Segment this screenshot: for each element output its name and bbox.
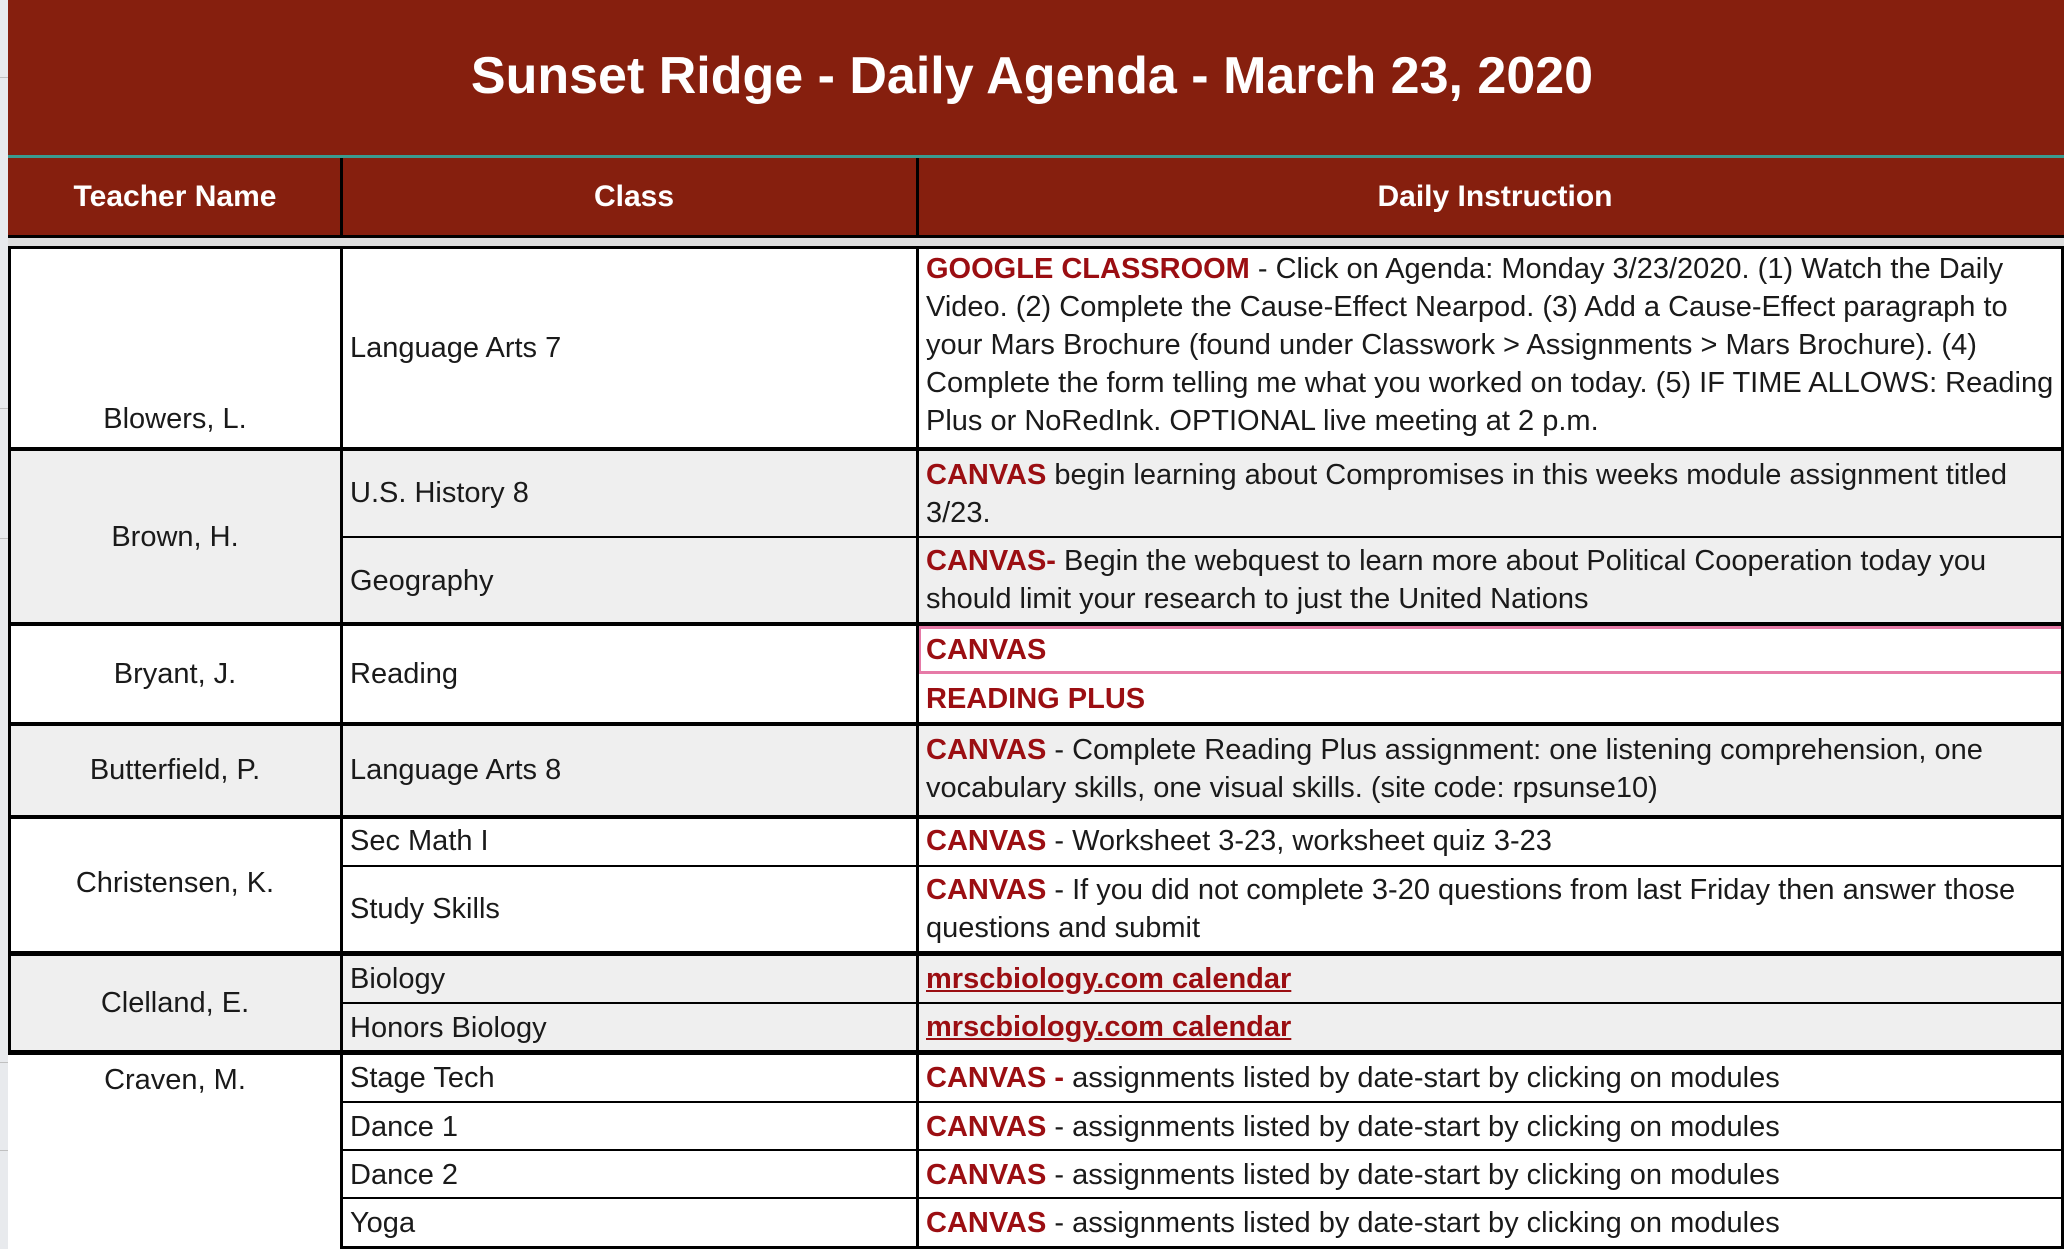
column-header-row xyxy=(8,158,2064,238)
instruction-cell[interactable] xyxy=(918,250,2062,450)
instruction-cell[interactable] xyxy=(918,871,2062,951)
class-label: Reading xyxy=(350,658,459,690)
instruction-cell[interactable] xyxy=(918,680,2062,724)
class-cell[interactable] xyxy=(342,816,918,866)
class-cell[interactable] xyxy=(342,866,918,952)
instruction-text: - assignments listed by date-start by clicking on modules xyxy=(1046,1159,1780,1191)
group-divider xyxy=(8,815,2064,819)
subrow-divider xyxy=(340,1197,2064,1199)
class-label: Biology xyxy=(350,963,446,995)
class-cell[interactable] xyxy=(342,1004,918,1052)
instruction-text: - Worksheet 3-23, worksheet quiz 3-23 xyxy=(1046,825,1552,857)
teacher-cell[interactable]: Butterfield, P. xyxy=(89,754,261,786)
gutter-divider xyxy=(0,1150,8,1151)
teacher-cell[interactable]: Clelland, E. xyxy=(100,987,250,1019)
column-divider xyxy=(340,246,343,1249)
header-class[interactable]: Class xyxy=(593,180,675,213)
class-cell[interactable] xyxy=(342,246,918,450)
class-label: Honors Biology xyxy=(350,1012,547,1044)
subrow-divider xyxy=(340,1149,2064,1151)
class-label: Study Skills xyxy=(350,893,500,925)
platform-tag: CANVAS xyxy=(926,1159,1047,1191)
instruction-text: - If you did not complete 3-20 questions from last Friday then answer those questions and submit xyxy=(926,874,2016,944)
platform-tag: CANVAS - xyxy=(926,1062,1065,1094)
page-title: Sunset Ridge - Daily Agenda - March 23, 2020 xyxy=(470,47,1594,105)
teacher-cell[interactable]: Craven, M. xyxy=(104,1064,246,1096)
instruction-text: - assignments listed by date-start by clicking on modules xyxy=(1046,1207,1780,1239)
instruction-cell[interactable] xyxy=(918,1054,2062,1102)
instruction-cell[interactable] xyxy=(918,1004,2062,1050)
selected-cell-outline xyxy=(918,626,2064,674)
teacher-cell[interactable]: Bryant, J. xyxy=(113,658,237,690)
platform-tag: READING PLUS xyxy=(926,683,1146,715)
header-spacer-row xyxy=(8,238,2064,246)
platform-tag: GOOGLE CLASSROOM xyxy=(926,253,1250,285)
class-cell[interactable] xyxy=(342,624,918,724)
group-divider xyxy=(8,1050,2064,1055)
instruction-cell[interactable] xyxy=(918,456,2062,536)
class-label: Yoga xyxy=(350,1207,416,1239)
platform-tag: CANVAS xyxy=(926,874,1047,906)
instruction-cell[interactable] xyxy=(918,1151,2062,1199)
gutter-divider xyxy=(0,1062,8,1063)
group-divider xyxy=(8,622,2064,626)
platform-tag: CANVAS xyxy=(926,1207,1047,1239)
calendar-link[interactable]: mrscbiology.com calendar xyxy=(926,1011,1292,1043)
header-teacher-name[interactable]: Teacher Name xyxy=(73,180,277,213)
instruction-cell[interactable] xyxy=(918,1103,2062,1151)
class-cell[interactable] xyxy=(342,724,918,816)
group-divider xyxy=(8,951,2064,956)
gutter-divider xyxy=(0,538,8,539)
class-label: U.S. History 8 xyxy=(350,477,529,509)
subrow-divider xyxy=(340,1002,2064,1004)
subrow-divider xyxy=(340,865,2064,867)
gutter-divider xyxy=(0,77,8,78)
instruction-cell[interactable] xyxy=(918,542,2062,622)
class-label: Geography xyxy=(350,565,494,597)
class-cell[interactable] xyxy=(342,955,918,1003)
group-divider xyxy=(8,722,2064,726)
teacher-cell[interactable]: Brown, H. xyxy=(111,521,239,553)
calendar-link[interactable]: mrscbiology.com calendar xyxy=(926,963,1292,995)
instruction-text: Begin the webquest to learn more about Political Cooperation today you should limit your research to just the United Nations xyxy=(926,545,1987,615)
instruction-text: - assignments listed by date-start by clicking on modules xyxy=(1046,1111,1780,1143)
class-label: Dance 1 xyxy=(350,1111,459,1143)
instruction-cell[interactable] xyxy=(918,1199,2062,1247)
class-cell[interactable] xyxy=(342,538,918,624)
instruction-cell[interactable] xyxy=(918,731,2062,815)
subrow-divider xyxy=(340,536,2064,538)
platform-tag: CANVAS xyxy=(926,825,1047,857)
class-cell[interactable] xyxy=(342,1054,918,1102)
class-cell[interactable] xyxy=(342,1199,918,1247)
platform-tag: CANVAS xyxy=(926,734,1047,766)
instruction-cell[interactable] xyxy=(918,816,2062,866)
class-label: Stage Tech xyxy=(350,1062,495,1094)
instruction-text: begin learning about Compromises in this weeks module assignment titled 3/23. xyxy=(926,459,2008,529)
instruction-text: - Complete Reading Plus assignment: one listening comprehension, one vocabulary skills, one visual skills. (site code: rpsunse10) xyxy=(926,734,1983,804)
platform-tag: CANVAS xyxy=(926,634,1047,666)
class-cell[interactable] xyxy=(342,450,918,536)
platform-tag: CANVAS xyxy=(926,459,1047,491)
header-daily-instruction[interactable]: Daily Instruction xyxy=(1377,180,1613,213)
teacher-cell[interactable]: Blowers, L. xyxy=(103,403,247,435)
header-divider xyxy=(340,158,343,238)
instruction-cell[interactable] xyxy=(918,955,2062,1003)
subrow-divider xyxy=(340,1101,2064,1103)
instruction-text: assignments listed by date-start by clicking on modules xyxy=(1064,1062,1780,1094)
class-label: Dance 2 xyxy=(350,1159,459,1191)
instruction-text: - Click on Agenda: Monday 3/23/2020. (1) Watch the Daily Video. (2) Complete the Cause-Effect Nearpod. (3) Add a Cause-Effect paragraph to your Mars Brochure (found under Classwork > Assignments > Mars Brochure). (4) Complete the form telling me what you worked on today. (5) IF TIME ALLOWS: Reading Plus or NoRedInk. OPTIONAL live meeting at 2 p.m. xyxy=(926,253,2054,437)
table-left-border xyxy=(8,246,11,1052)
agenda-title-banner xyxy=(8,0,2064,158)
class-label: Language Arts 8 xyxy=(350,754,562,786)
group-divider xyxy=(8,447,2064,451)
class-cell[interactable] xyxy=(342,1103,918,1151)
platform-tag: CANVAS- xyxy=(926,545,1056,577)
platform-tag: CANVAS xyxy=(926,1111,1047,1143)
class-label: Language Arts 7 xyxy=(350,332,562,364)
group-divider xyxy=(8,246,2064,249)
class-cell[interactable] xyxy=(342,1151,918,1199)
teacher-cell[interactable]: Christensen, K. xyxy=(75,867,275,899)
gutter-divider xyxy=(0,408,8,409)
column-divider xyxy=(916,246,919,1249)
class-label: Sec Math I xyxy=(350,825,489,857)
header-divider xyxy=(916,158,919,238)
